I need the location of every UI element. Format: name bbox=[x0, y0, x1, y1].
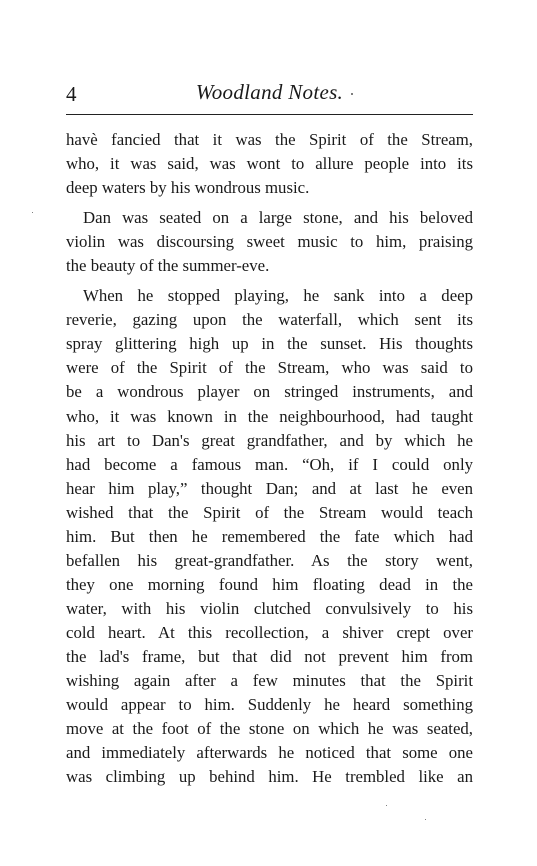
print-speck bbox=[351, 93, 353, 95]
text-line: deep waters by his wondrous music. bbox=[66, 178, 310, 198]
page-header bbox=[66, 80, 473, 108]
text-line: reverie, gazing upon the waterfall, which sent its bbox=[66, 310, 473, 330]
page-number: 4 bbox=[66, 82, 77, 106]
paragraph-1 bbox=[66, 128, 473, 200]
text-line: who, it was known in the neighbourhood, had taught bbox=[66, 406, 473, 426]
text-line: his art to Dan's great grandfather, and by which he bbox=[66, 430, 473, 450]
text-line: and immediately afterwards he noticed that some one bbox=[66, 743, 473, 763]
text-line: they one morning found him floating dead in the bbox=[66, 574, 473, 594]
text-line: was climbing up behind him. He trembled like an bbox=[66, 767, 473, 787]
text-line: havè fancied that it was the Spirit of the Stream, bbox=[66, 130, 473, 149]
text-line: him. But then he remembered the fate which had bbox=[66, 526, 473, 546]
paragraph-2 bbox=[66, 206, 473, 278]
text-line: Dan was seated on a large stone, and his beloved bbox=[83, 208, 473, 228]
text-line: the beauty of the summer-eve. bbox=[66, 256, 270, 276]
text-line: water, with his violin clutched convulsively to his bbox=[66, 598, 473, 618]
body-text bbox=[66, 128, 473, 789]
running-title: Woodland Notes. bbox=[195, 80, 344, 104]
text-line: who, it was said, was wont to allure people into its bbox=[66, 154, 473, 174]
text-line: would appear to him. Suddenly he heard something bbox=[66, 695, 473, 715]
print-speck bbox=[32, 212, 33, 213]
text-line: cold heart. At this recollection, a shiver crept over bbox=[66, 622, 473, 642]
text-line: wished that the Spirit of the Stream would teach bbox=[66, 502, 473, 522]
text-line: hear him play,” thought Dan; and at last he even bbox=[66, 478, 473, 498]
header-rule bbox=[66, 114, 473, 115]
paragraph-3 bbox=[66, 284, 473, 789]
text-line: the lad's frame, but that did not prevent him from bbox=[66, 646, 473, 666]
text-line: When he stopped playing, he sank into a deep bbox=[83, 286, 473, 306]
text-line: wishing again after a few minutes that the Spirit bbox=[66, 671, 473, 691]
text-line: be a wondrous player on stringed instruments, and bbox=[66, 382, 473, 402]
text-line: move at the foot of the stone on which he was seated, bbox=[66, 719, 473, 739]
print-speck bbox=[386, 805, 387, 806]
text-line: befallen his great-grandfather. As the story went, bbox=[66, 550, 473, 570]
text-line: were of the Spirit of the Stream, who was said to bbox=[66, 358, 473, 378]
text-line: violin was discoursing sweet music to him, praising bbox=[66, 232, 473, 252]
text-line: spray glittering high up in the sunset. His thoughts bbox=[66, 334, 473, 354]
print-speck bbox=[425, 819, 426, 820]
text-line: had become a famous man. “Oh, if I could only bbox=[66, 454, 473, 474]
